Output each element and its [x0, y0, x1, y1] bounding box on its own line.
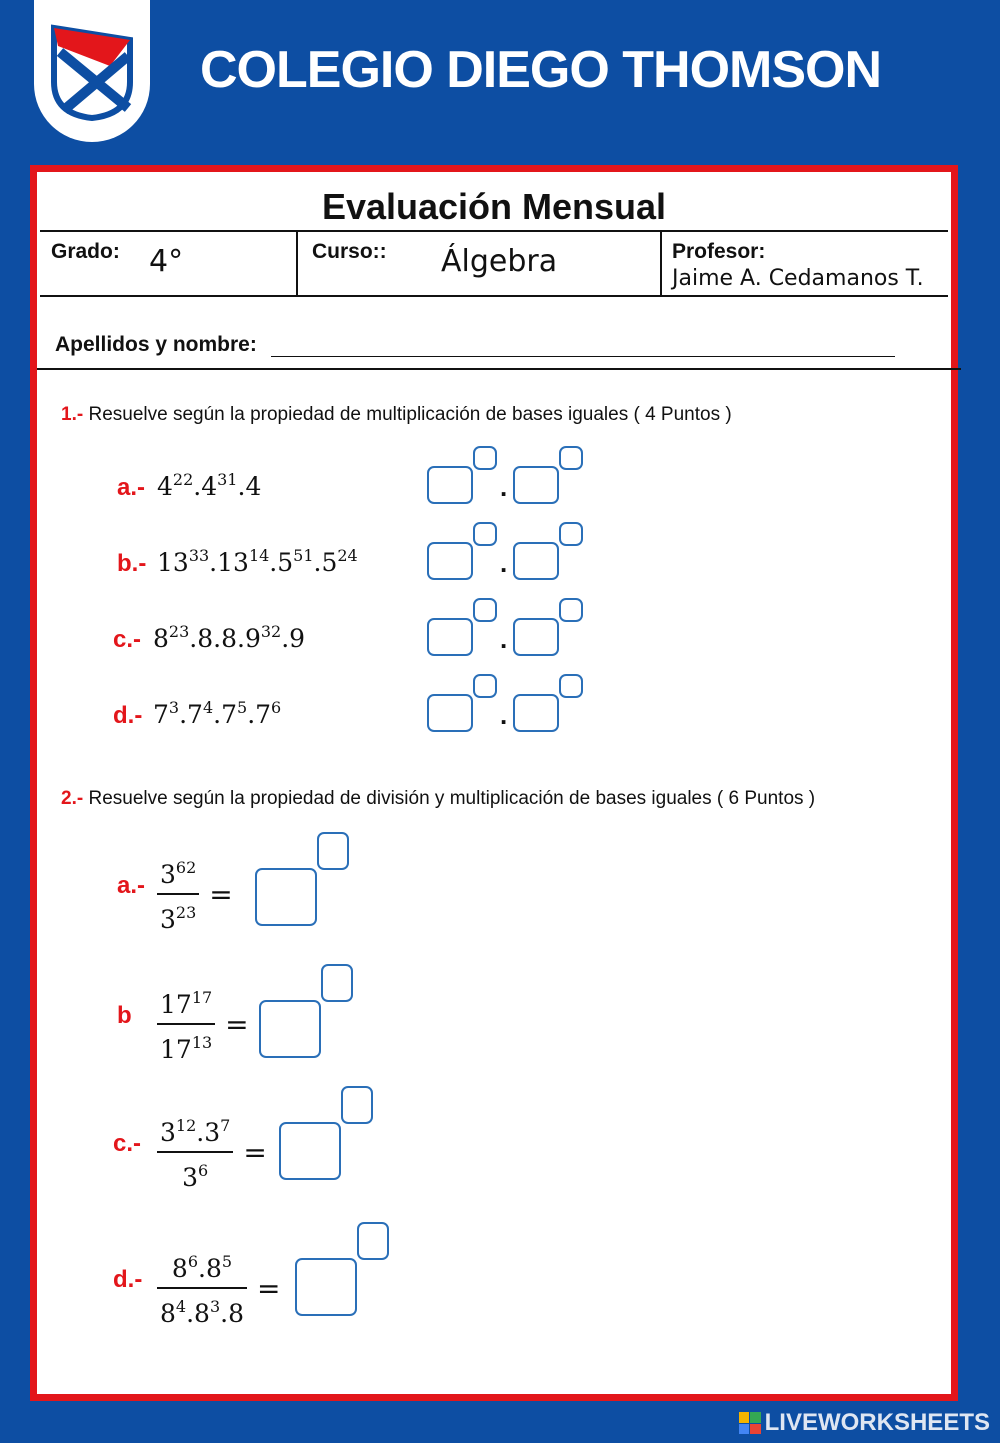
q1-expression	[153, 698, 281, 729]
q1-term-exponent: 5	[237, 698, 248, 717]
equals-sign: =	[209, 877, 233, 911]
multiply-dot: .	[220, 1299, 229, 1328]
answer-base-box[interactable]	[427, 618, 473, 656]
multiply-dot: .	[198, 1254, 206, 1283]
answer-base-box[interactable]	[427, 542, 473, 580]
name-input-line[interactable]	[271, 355, 895, 357]
q1-item-label: b.-	[117, 550, 147, 577]
q2-term-exponent: 5	[221, 1252, 233, 1271]
multiply-dot: .	[196, 1118, 205, 1147]
q1-term-base: 4	[201, 472, 218, 501]
q2-term-exponent: 17	[191, 988, 213, 1007]
watermark	[739, 1409, 990, 1437]
answer-base-box[interactable]	[279, 1122, 341, 1180]
fraction-numerator	[157, 980, 215, 1023]
multiply-dot: .	[213, 700, 222, 729]
q1-term-exponent: 33	[188, 546, 210, 565]
q2-term-base: 8	[160, 1299, 176, 1328]
q1-number: 1.-	[61, 404, 84, 425]
q1-term-exponent: 51	[293, 546, 314, 565]
shield-emblem-icon	[50, 22, 134, 122]
q2-term-base: 8	[171, 1254, 188, 1283]
q2-term-base: 3	[204, 1118, 221, 1147]
equals-sign: =	[225, 1007, 249, 1041]
grado-label: Grado:	[51, 240, 120, 263]
q2-term-base: 17	[160, 1035, 192, 1064]
q2-term-base: 3	[182, 1163, 199, 1192]
multiply-dot: .	[193, 472, 202, 501]
fraction-numerator	[169, 1244, 235, 1287]
fraction-denominator	[157, 1025, 215, 1068]
q2-fraction	[157, 1108, 267, 1196]
answer-base-box[interactable]	[513, 542, 559, 580]
q2-number: 2.-	[61, 788, 84, 809]
q2-item-label: c.-	[113, 1130, 142, 1157]
profesor-label: Profesor:	[672, 240, 766, 263]
q2-text: Resuelve según la propiedad de división y multiplicación de bases iguales ( 6 Puntos )	[88, 788, 816, 809]
q2-term-base: 8	[194, 1299, 210, 1328]
multiply-dot: .	[269, 548, 278, 577]
q1-term-base: 4	[157, 472, 173, 501]
multiply-dot: .	[237, 472, 246, 501]
multiply-dot: .	[247, 700, 256, 729]
divider	[660, 230, 662, 296]
q1-term-base: 13	[157, 548, 189, 577]
q1-item-label: a.-	[117, 474, 146, 501]
answer-exponent-box[interactable]	[473, 446, 497, 470]
q1-term-base: 5	[321, 548, 338, 577]
q2-term-exponent: 13	[191, 1033, 213, 1052]
fraction-denominator	[157, 895, 199, 938]
q2-term-base: 17	[160, 990, 192, 1019]
q1-term-base: 4	[245, 472, 262, 501]
multiply-dot: .	[281, 624, 290, 653]
q1-expression	[157, 546, 358, 577]
answer-base-box[interactable]	[513, 618, 559, 656]
q2-term-base: 8	[205, 1254, 222, 1283]
q1-term-exponent: 14	[248, 546, 270, 565]
answer-exponent-box[interactable]	[317, 832, 349, 870]
q2-item-label: b	[117, 1002, 132, 1029]
q1-term-base: 13	[217, 548, 249, 577]
multiply-dot: .	[500, 548, 508, 578]
fraction-denominator	[179, 1153, 211, 1196]
answer-base-box[interactable]	[259, 1000, 321, 1058]
profesor-value: Jaime A. Cedamanos T.	[672, 266, 924, 291]
q2-term-exponent: 6	[198, 1161, 209, 1180]
q1-term-exponent: 32	[260, 622, 282, 641]
q1-term-base: 7	[187, 700, 203, 729]
q2-item-label: d.-	[113, 1266, 143, 1293]
answer-base-box[interactable]	[513, 694, 559, 732]
curso-value: Álgebra	[441, 244, 558, 279]
q2-term-base: 3	[160, 905, 176, 934]
multiply-dot: .	[313, 548, 322, 577]
equals-sign: =	[243, 1135, 267, 1169]
multiply-dot: .	[186, 1299, 195, 1328]
q1-term-exponent: 24	[337, 546, 358, 565]
school-logo	[34, 0, 150, 142]
q2-term-base: 3	[160, 1118, 176, 1147]
q1-item-label: d.-	[113, 702, 143, 729]
multiply-dot: .	[500, 700, 508, 730]
multiply-dot: .	[189, 624, 198, 653]
q2-fraction	[157, 850, 233, 938]
answer-exponent-box[interactable]	[473, 522, 497, 546]
fraction-denominator	[157, 1289, 247, 1332]
q2-term-exponent: 6	[187, 1252, 199, 1271]
exam-title: Evaluación Mensual	[321, 186, 667, 227]
exam-sheet	[30, 165, 958, 1401]
fraction-numerator	[157, 1108, 233, 1151]
q2-fraction	[157, 1244, 280, 1332]
q1-term-base: 7	[221, 700, 237, 729]
q1-term-base: 8	[221, 624, 237, 653]
q1-term-exponent: 4	[202, 698, 214, 717]
q1-term-exponent: 6	[271, 698, 282, 717]
answer-base-box[interactable]	[513, 466, 559, 504]
q1-term-exponent: 23	[168, 622, 190, 641]
q2-item-label: a.-	[117, 872, 146, 899]
q1-term-base: 7	[255, 700, 272, 729]
multiply-dot: .	[500, 624, 508, 654]
q1-term-base: 7	[153, 700, 169, 729]
q1-heading	[61, 404, 732, 426]
multiply-dot: .	[209, 548, 218, 577]
divider	[37, 368, 961, 370]
q2-heading	[61, 788, 815, 810]
grado-value: 4°	[149, 244, 184, 279]
q1-expression	[153, 622, 305, 653]
q1-term-exponent: 22	[172, 470, 194, 489]
q1-expression	[157, 470, 261, 501]
q2-term-exponent: 4	[175, 1297, 187, 1316]
answer-exponent-box[interactable]	[357, 1222, 389, 1260]
answer-exponent-box[interactable]	[473, 598, 497, 622]
divider	[296, 230, 298, 296]
q1-term-exponent: 3	[168, 698, 180, 717]
q2-fraction	[157, 980, 249, 1068]
q1-term-base: 9	[244, 624, 261, 653]
answer-exponent-box[interactable]	[559, 446, 583, 470]
fraction-numerator	[157, 850, 199, 893]
q1-term-base: 8	[153, 624, 169, 653]
q2-term-exponent: 3	[209, 1297, 221, 1316]
answer-exponent-box[interactable]	[559, 522, 583, 546]
q2-term-base: 3	[160, 860, 176, 889]
watermark-text: LIVEWORKSHEETS	[764, 1409, 990, 1436]
multiply-dot: .	[236, 624, 245, 653]
q2-term-base: 8	[228, 1299, 244, 1328]
q1-term-base: 8	[197, 624, 214, 653]
answer-base-box[interactable]	[427, 694, 473, 732]
multiply-dot: .	[179, 700, 188, 729]
answer-exponent-box[interactable]	[473, 674, 497, 698]
q2-term-exponent: 12	[175, 1116, 197, 1135]
answer-exponent-box[interactable]	[559, 598, 583, 622]
answer-base-box[interactable]	[427, 466, 473, 504]
answer-base-box[interactable]	[255, 868, 317, 926]
q1-term-base: 5	[277, 548, 294, 577]
q2-term-exponent: 23	[175, 903, 197, 922]
q2-term-exponent: 7	[220, 1116, 231, 1135]
curso-label: Curso::	[312, 240, 387, 263]
q2-term-exponent: 62	[175, 858, 197, 877]
multiply-dot: .	[213, 624, 222, 653]
q1-term-base: 9	[289, 624, 306, 653]
answer-exponent-box[interactable]	[321, 964, 353, 1002]
answer-exponent-box[interactable]	[559, 674, 583, 698]
name-label: Apellidos y nombre:	[55, 333, 257, 356]
answer-exponent-box[interactable]	[341, 1086, 373, 1124]
answer-base-box[interactable]	[295, 1258, 357, 1316]
liveworksheets-icon	[739, 1412, 761, 1434]
school-name: COLEGIO DIEGO THOMSON	[200, 41, 882, 99]
equals-sign: =	[257, 1271, 281, 1305]
q1-term-exponent: 31	[217, 470, 238, 489]
q1-text: Resuelve según la propiedad de multiplicación de bases iguales ( 4 Puntos )	[88, 404, 732, 425]
divider	[40, 230, 948, 232]
q1-item-label: c.-	[113, 626, 142, 653]
divider	[40, 295, 948, 297]
multiply-dot: .	[500, 472, 508, 502]
